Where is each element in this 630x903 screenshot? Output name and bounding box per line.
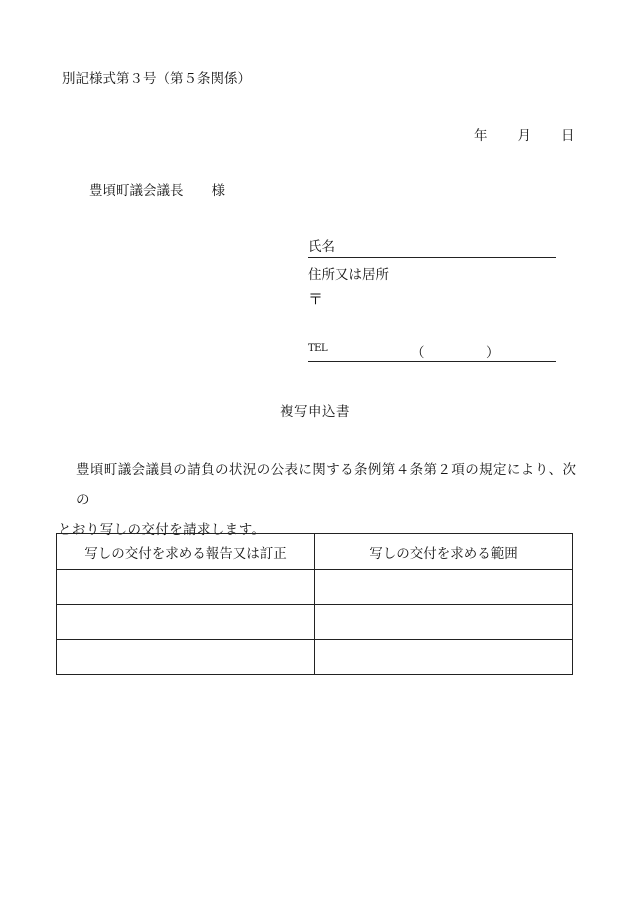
request-table [56,533,573,675]
date-line [474,124,575,144]
table-cell[interactable] [315,640,573,675]
tel-label: TEL [308,343,328,354]
table-cell[interactable] [315,605,573,640]
document-title: 複写申込書 [280,404,350,420]
header-report-or-correction: 写しの交付を求める報告又は訂正 [57,534,315,570]
name-label: 氏名 [308,239,335,255]
header-range: 写しの交付を求める範囲 [315,534,573,570]
name-field[interactable] [308,235,556,258]
table-cell[interactable] [315,570,573,605]
table-cell[interactable] [57,640,315,675]
table-row [57,605,573,640]
tel-paren-close: ） [486,345,500,361]
table-cell[interactable] [57,570,315,605]
postal-mark: 〒 [308,290,324,308]
addressee [89,179,225,199]
tel-field[interactable] [308,341,556,362]
date-month: 月 [517,128,531,144]
body-paragraph [58,455,588,545]
table-row [57,570,573,605]
table-cell[interactable] [57,605,315,640]
table-row [57,640,573,675]
applicant-block [308,235,556,361]
form-number-label: 別記様式第３号（第５条関係） [62,71,251,87]
table-header-row [57,534,573,570]
body-line-1: 豊頃町議会議員の請負の状況の公表に関する条例第４条第２項の規定により、次の [76,462,577,508]
date-year: 年 [474,128,488,144]
address-label: 住所又は居所 [308,267,389,283]
date-day: 日 [561,128,575,144]
addressee-honorific: 様 [211,183,225,199]
tel-paren-open: （ [411,345,425,361]
body-line-2: とおり写しの交付を請求します。 [58,522,266,538]
addressee-name: 豊頃町議会議長 [89,183,184,199]
